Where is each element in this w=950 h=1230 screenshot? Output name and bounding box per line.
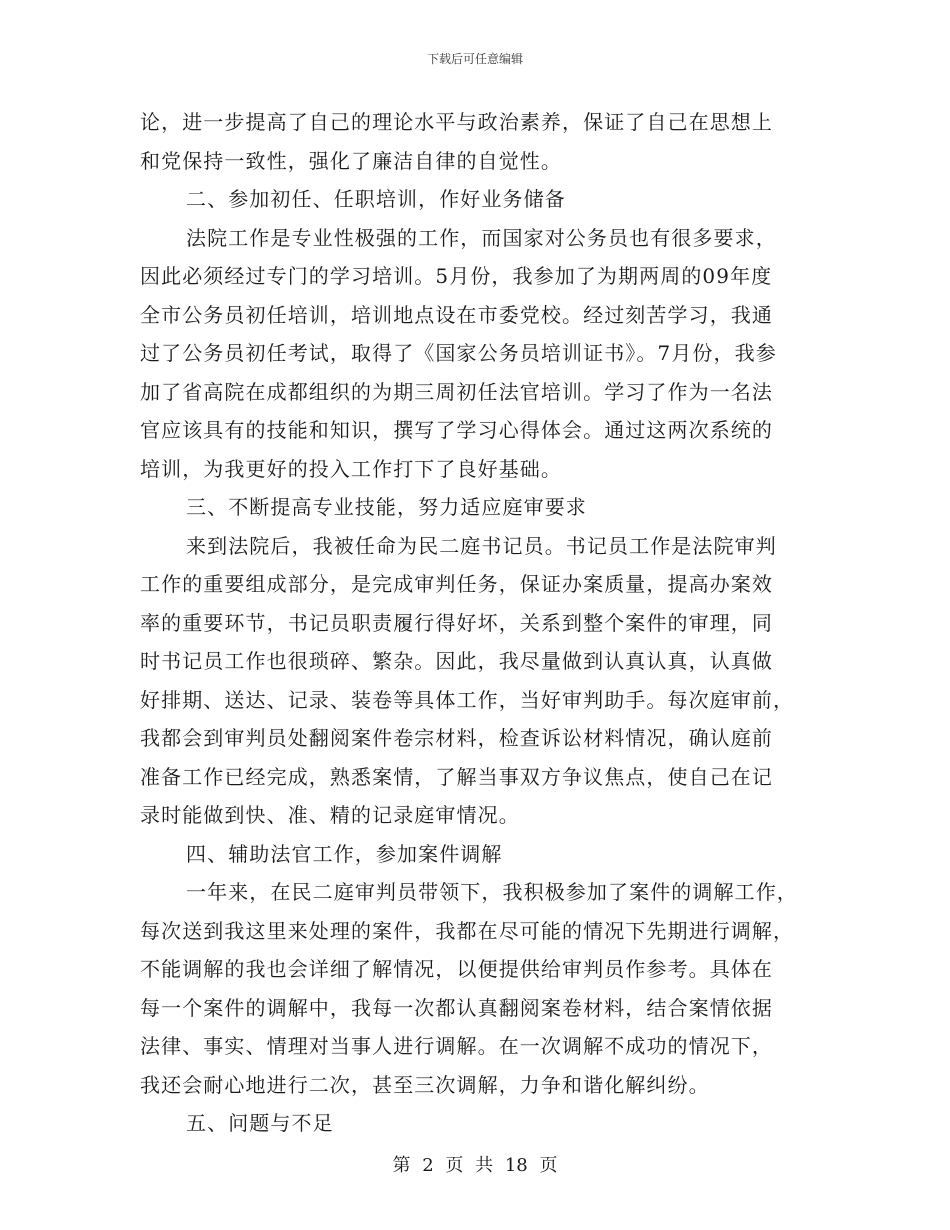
section-heading: 五、问题与不足 bbox=[186, 1111, 334, 1135]
body-line: 法律、事实、情理对当事人进行调解。在一次调解不成功的情况下， bbox=[140, 1034, 773, 1058]
body-line: 官应该具有的技能和知识，撰写了学习心得体会。通过这两次系统的 bbox=[140, 418, 773, 442]
body-line: 因此必须经过专门的学习培训。5月份，我参加了为期两周的09年度 bbox=[140, 264, 773, 288]
body-line: 加了省高院在成都组织的为期三周初任法官培训。学习了作为一名法 bbox=[140, 379, 773, 404]
body-line: 准备工作已经完成，熟悉案情，了解当事双方争议焦点，使自己在记 bbox=[140, 764, 773, 789]
header-note: 下载后可任意编辑 bbox=[426, 52, 523, 66]
body-line: 率的重要环节，书记员职责履行得好坏，关系到整个案件的审理，同 bbox=[140, 610, 773, 635]
body-line: 我还会耐心地进行二次，甚至三次调解，力争和谐化解纠纷。 bbox=[140, 1072, 710, 1097]
body-line: 录时能做到快、准、精的记录庭审情况。 bbox=[140, 803, 520, 827]
body-line: 时书记员工作也很琐碎、繁杂。因此，我尽量做到认真认真，认真做 bbox=[140, 649, 773, 673]
body-line: 和党保持一致性，强化了廉洁自律的自觉性。 bbox=[140, 148, 562, 173]
body-line: 培训，为我更好的投入工作打下了良好基础。 bbox=[140, 456, 562, 481]
body-line: 法院工作是专业性极强的工作，而国家对公务员也有很多要求， bbox=[186, 225, 777, 250]
body-line: 过了公务员初任考试，取得了《国家公务员培训证书》。7月份，我参 bbox=[140, 341, 777, 365]
body-line: 我都会到审判员处翻阅案件卷宗材料，检查诉讼材料情况，确认庭前 bbox=[140, 726, 773, 750]
section-heading: 三、不断提高专业技能，努力适应庭审要求 bbox=[186, 495, 587, 519]
document-body bbox=[140, 103, 820, 1143]
body-line: 每次送到我这里来处理的案件，我都在尽可能的情况下先期进行调解， bbox=[140, 918, 795, 943]
body-line: 论，进一步提高了自己的理论水平与政治素养，保证了自己在思想上 bbox=[140, 110, 773, 134]
body-line: 工作的重要组成部分，是完成审判任务，保证办案质量，提高办案效 bbox=[140, 572, 773, 596]
body-line: 不能调解的我也会详细了解情况，以便提供给审判员作参考。具体在 bbox=[140, 957, 773, 981]
body-line: 每一个案件的调解中，我每一次都认真翻阅案卷材料，结合案情依据 bbox=[140, 995, 773, 1020]
body-line: 全市公务员初任培训，培训地点设在市委党校。经过刻苦学习，我通 bbox=[140, 302, 773, 327]
body-line: 好排期、送达、记录、装卷等具体工作，当好审判助手。每次庭审前， bbox=[140, 687, 795, 712]
page-number-footer: 第 2 页 共 18 页 bbox=[392, 1155, 558, 1176]
body-line: 一年来，在民二庭审判员带领下，我积极参加了案件的调解工作， bbox=[186, 880, 798, 904]
section-heading: 四、辅助法官工作，参加案件调解 bbox=[186, 841, 503, 866]
body-line: 来到法院后，我被任命为民二庭书记员。书记员工作是法院审判 bbox=[186, 533, 777, 558]
section-heading: 二、参加初任、任职培训，作好业务储备 bbox=[186, 187, 566, 211]
